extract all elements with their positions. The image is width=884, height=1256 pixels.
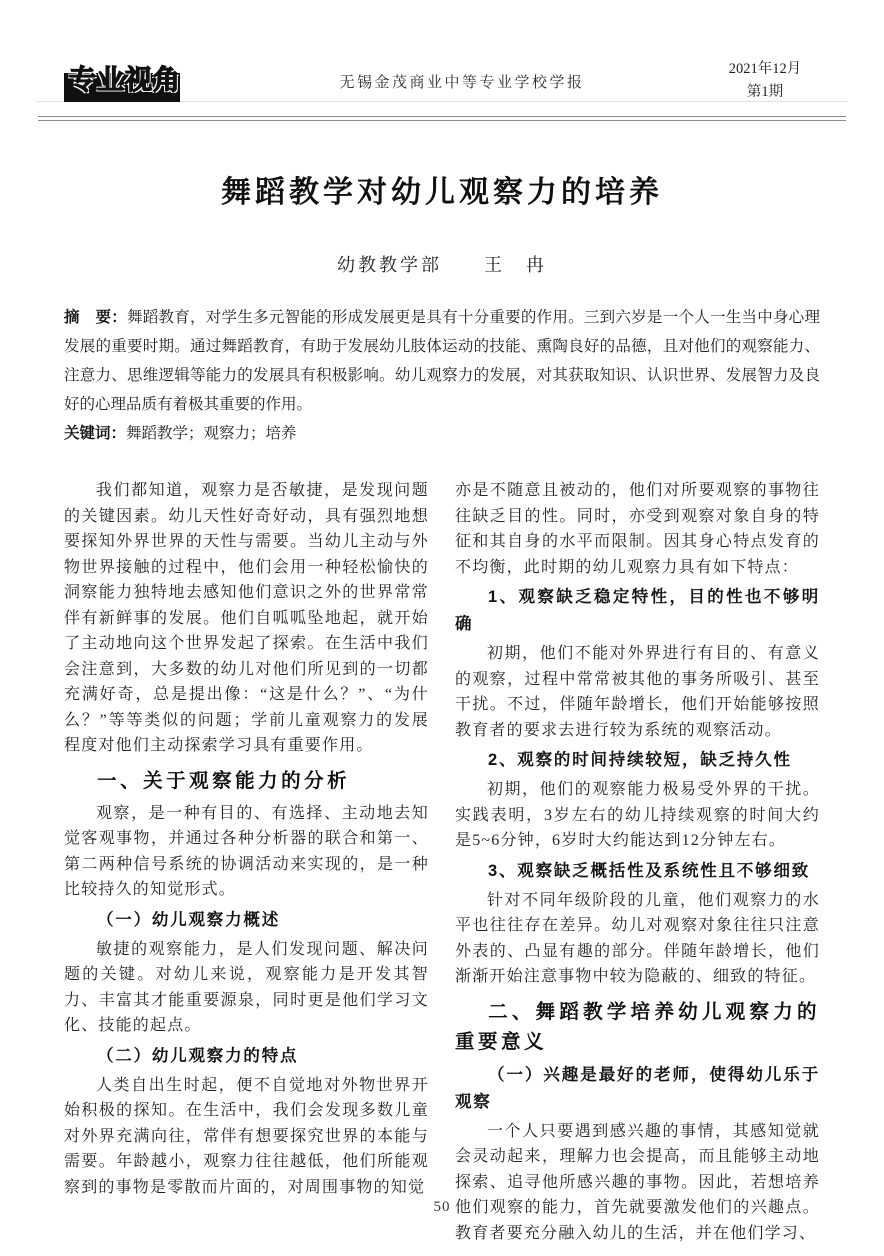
issue-info: [710, 58, 820, 104]
issue-number: 第1期: [746, 84, 784, 100]
abstract-paragraph: [64, 303, 820, 419]
section-heading: 一、关于观察能力的分析: [97, 769, 351, 792]
body-columns: [64, 478, 820, 1246]
left-column: [64, 478, 429, 1246]
logo-text: 专业视角: [69, 65, 181, 95]
paragraph: 敏捷的观察能力，是人们发现问题、解决问题的关键。对幼儿来说，观察能力是开发其智力、丰富其才能重要源泉，同时更是他们学习文化、技能的起点。: [64, 940, 429, 1034]
keywords-text: 舞蹈教学；观察力；培养: [126, 425, 297, 442]
author-line: 幼教教学部 王 冉: [337, 255, 547, 275]
section-heading: 1、观察缺乏稳定特性，目的性也不够明确: [455, 588, 820, 633]
page-header: [64, 56, 820, 106]
article-title: 舞蹈教学对幼儿观察力的培养: [221, 176, 663, 209]
section-heading: 3、观察缺乏概括性及系统性且不够细致: [488, 861, 811, 880]
header-rule: [38, 116, 846, 121]
paragraph: 观察，是一种有目的、有选择、主动地去知觉客观事物，并通过各种分析器的联合和第一、第二两种信号系统的协调活动来实现的，是一种比较持久的知觉形式。: [64, 804, 429, 898]
paragraph: 我们都知道，观察力是否敏捷，是发现问题的关键因素。幼儿天性好奇好动，具有强烈地想要探知外界世界的天性与需要。当幼儿主动与外物世界接触的过程中，他们会用一种轻松愉快的洞察能力独特地去感知他们意识之外的世界常常伴有新鲜事的发展。他们自呱呱坠地起，就开始了主动地向这个世界发起了探索。在生活中我们会注意到，大多数的幼儿对他们所见到的一切都充满好奇，总是提出像：“这是什么？”、“为什么？”等等类似的问题；学前儿童观察力的发展程度对他们主动探索学习具有重要作用。: [64, 482, 429, 754]
journal-logo: [64, 56, 214, 106]
journal-page: [0, 56, 884, 1256]
page-number: 50: [433, 1199, 451, 1215]
abstract-label: 摘 要：: [64, 309, 128, 326]
issue-date: 2021年12月: [728, 60, 802, 77]
paragraph: 人类自出生时起，便不自觉地对外物世界开始积极的探知。在生活中，我们会发现多数儿童对外界充满向往，常伴有想要探究世界的本能与需要。年龄越小，观察力往往越低，他们所能观察到的事物是零散而片面的，对周围事物的知觉: [64, 1076, 429, 1196]
section-heading: （一）兴趣是最好的老师，使得幼儿乐于观察: [455, 1065, 820, 1111]
section-heading: （二）幼儿观察力的特点: [97, 1046, 299, 1065]
paragraph: 初期，他们的观察能力极易受外界的干扰。实践表明，3岁左右的幼儿持续观察的时间大约是5~6分钟，6岁时大约能达到12分钟左右。: [455, 781, 820, 849]
journal-title: 无锡金茂商业中等专业学校学报: [339, 74, 585, 91]
paragraph: 一个人只要遇到感兴趣的事情，其感知觉就会灵动起来，理解力也会提高，而且能够主动地探索、追寻他所感兴趣的事物。因此，若想培养他们观察的能力，首先就要激发他们的兴趣点。教育者要充分融入幼儿的生活，并在他们学习、: [455, 1122, 820, 1242]
abstract-text: 舞蹈教育，对学生多元智能的形成发展更是具有十分重要的作用。三到六岁是一个人一生当中身心理发展的重要时期。通过舞蹈教育，有助于发展幼儿肢体运动的技能、熏陶良好的品德，且对他们的观察能力、注意力、思维逻辑等能力的发展具有积极影响。幼儿观察力的发展，对其获取知识、认识世界、发展智力及良好的心理品质有着极其重要的作用。: [64, 309, 820, 413]
right-column: [455, 478, 820, 1246]
paragraph: 针对不同年级阶段的儿童，他们观察力的水平也往往存在差异。幼儿对观察对象往往只注意外表的、凸显有趣的部分。伴随年龄增长，他们渐渐开始注意事物中较为隐蔽的、细致的特征。: [455, 891, 820, 985]
paragraph: 亦是不随意且被动的，他们对所要观察的事物往往缺乏目的性。同时，亦受到观察对象自身的特征和其自身的水平而限制。因其身心特点发育的不均衡，此时期的幼儿观察力具有如下特点：: [455, 482, 820, 576]
keywords-paragraph: [64, 419, 820, 448]
page-footer: [0, 1198, 884, 1216]
section-heading: 2、观察的时间持续较短，缺乏持久性: [488, 751, 792, 769]
keywords-label: 关键词：: [64, 425, 127, 442]
paragraph: 初期，他们不能对外界进行有目的、有意义的观察，过程中常常被其他的事务所吸引、甚至干扰。不过，伴随年龄增长，他们开始能够按照教育者的要求去进行较为系统的观察活动。: [455, 645, 820, 739]
section-heading: 二、舞蹈教学培养幼儿观察力的重要意义: [455, 1000, 820, 1053]
section-heading: （一）幼儿观察力概述: [97, 910, 280, 929]
abstract-section: [64, 303, 820, 448]
